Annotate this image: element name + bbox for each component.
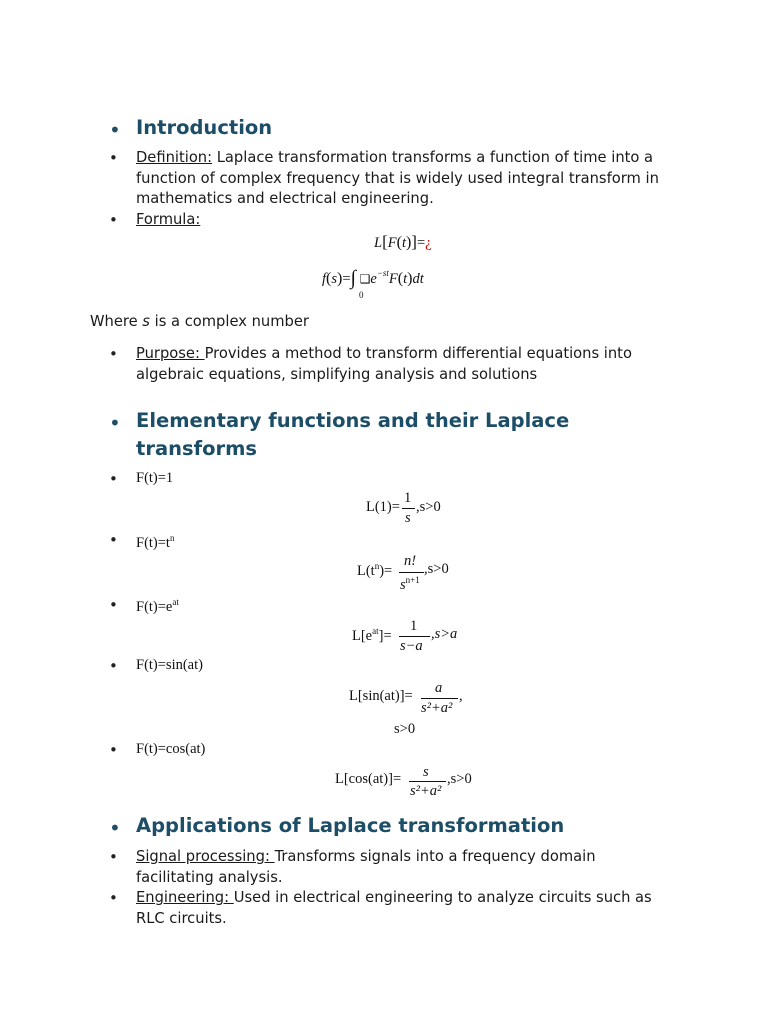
formula-line-2: f(s)=∫ $❑e^{-st}F(t)dt$	[322, 267, 424, 289]
transform-exponential-denominator: s−a	[400, 638, 423, 654]
transform-cosine-lhs: L[cos(at)]=	[335, 771, 402, 787]
list-bullet: •	[109, 889, 118, 907]
list-bullet: •	[109, 470, 118, 488]
fraction-line	[409, 781, 446, 782]
list-bullet: •	[109, 211, 118, 229]
transform-cosine-denominator: s²+a²	[410, 783, 442, 799]
function-constant: F(t)=1	[136, 470, 174, 486]
heading-bullet: •	[109, 816, 121, 840]
list-bullet: •	[109, 596, 118, 614]
section-heading-introduction: Introduction	[136, 116, 273, 139]
application-item-engineering: Engineering: Used in electrical engineering to analyze circuits such as RLC circuits.	[136, 889, 652, 927]
formula-line-1: L[F(t)]=¿	[374, 232, 432, 251]
definition-text: Laplace transformation transforms a function of time into a function of complex frequency that is widely used integral transform in mathematics and electrical engineering.	[136, 149, 659, 208]
definition-paragraph	[136, 148, 676, 210]
formula-label: Formula:	[136, 211, 201, 228]
where-line: Where s is a complex number	[90, 313, 309, 330]
list-bullet: •	[109, 848, 118, 866]
function-sine: F(t)=sin(at)	[136, 657, 203, 673]
fraction-line	[402, 508, 415, 509]
list-bullet: •	[109, 149, 118, 167]
transform-constant-numerator: 1	[404, 490, 412, 506]
function-exponential: $F(t)=e^{at}$	[136, 597, 179, 615]
transform-constant-condition: ,s>0	[416, 499, 441, 515]
fraction-line	[399, 636, 430, 637]
purpose-label: Purpose:	[136, 345, 205, 362]
transform-sine-comma: ,	[459, 688, 463, 704]
transform-exponential-condition: ,s>a	[431, 626, 458, 642]
fraction-line	[399, 572, 424, 573]
list-bullet: •	[109, 657, 118, 675]
transform-constant-denominator: s	[405, 510, 411, 526]
function-power: $F(t)=t^n$	[136, 533, 175, 551]
list-bullet: •	[109, 345, 118, 363]
transform-power-lhs: $L(t^n)=$	[357, 561, 393, 579]
transform-power-numerator: n!	[404, 553, 417, 569]
function-cosine: F(t)=cos(at)	[136, 741, 206, 757]
section-heading-applications: Applications of Laplace transformation	[136, 814, 565, 837]
transform-exponential-numerator: 1	[410, 618, 418, 634]
section-heading-elementary: Elementary functions and their Laplace transforms	[136, 409, 570, 460]
heading-bullet: •	[109, 118, 121, 142]
transform-exponential-lhs: $L[e^{at}]=$	[352, 626, 392, 644]
list-bullet: •	[109, 531, 118, 549]
heading-bullet: •	[109, 411, 121, 435]
transform-sine-denominator: s²+a²	[421, 700, 453, 716]
transform-cosine-condition: ,s>0	[447, 771, 472, 787]
transform-cosine-numerator: s	[423, 764, 429, 780]
list-bullet: •	[109, 741, 118, 759]
transform-sine-condition: s>0	[394, 721, 416, 737]
transform-power-denominator: $s^{n+1}$	[400, 575, 420, 593]
transform-sine-lhs: L[sin(at)]=	[349, 688, 413, 704]
transform-sine-numerator: a	[435, 680, 443, 696]
integral-lower-limit: 0	[359, 290, 364, 300]
definition-label: Definition:	[136, 149, 213, 166]
fraction-line	[421, 698, 458, 699]
transform-constant-lhs: L(1)=	[366, 499, 400, 515]
application-item-signal-processing: Signal processing: Transforms signals into a frequency domain facilitating analysis.	[136, 848, 596, 886]
purpose-paragraph	[136, 344, 676, 385]
purpose-text: Provides a method to transform differential equations into algebraic equations, simplifying analysis and solutions	[136, 345, 632, 383]
transform-power-condition: ,s>0	[424, 561, 449, 577]
